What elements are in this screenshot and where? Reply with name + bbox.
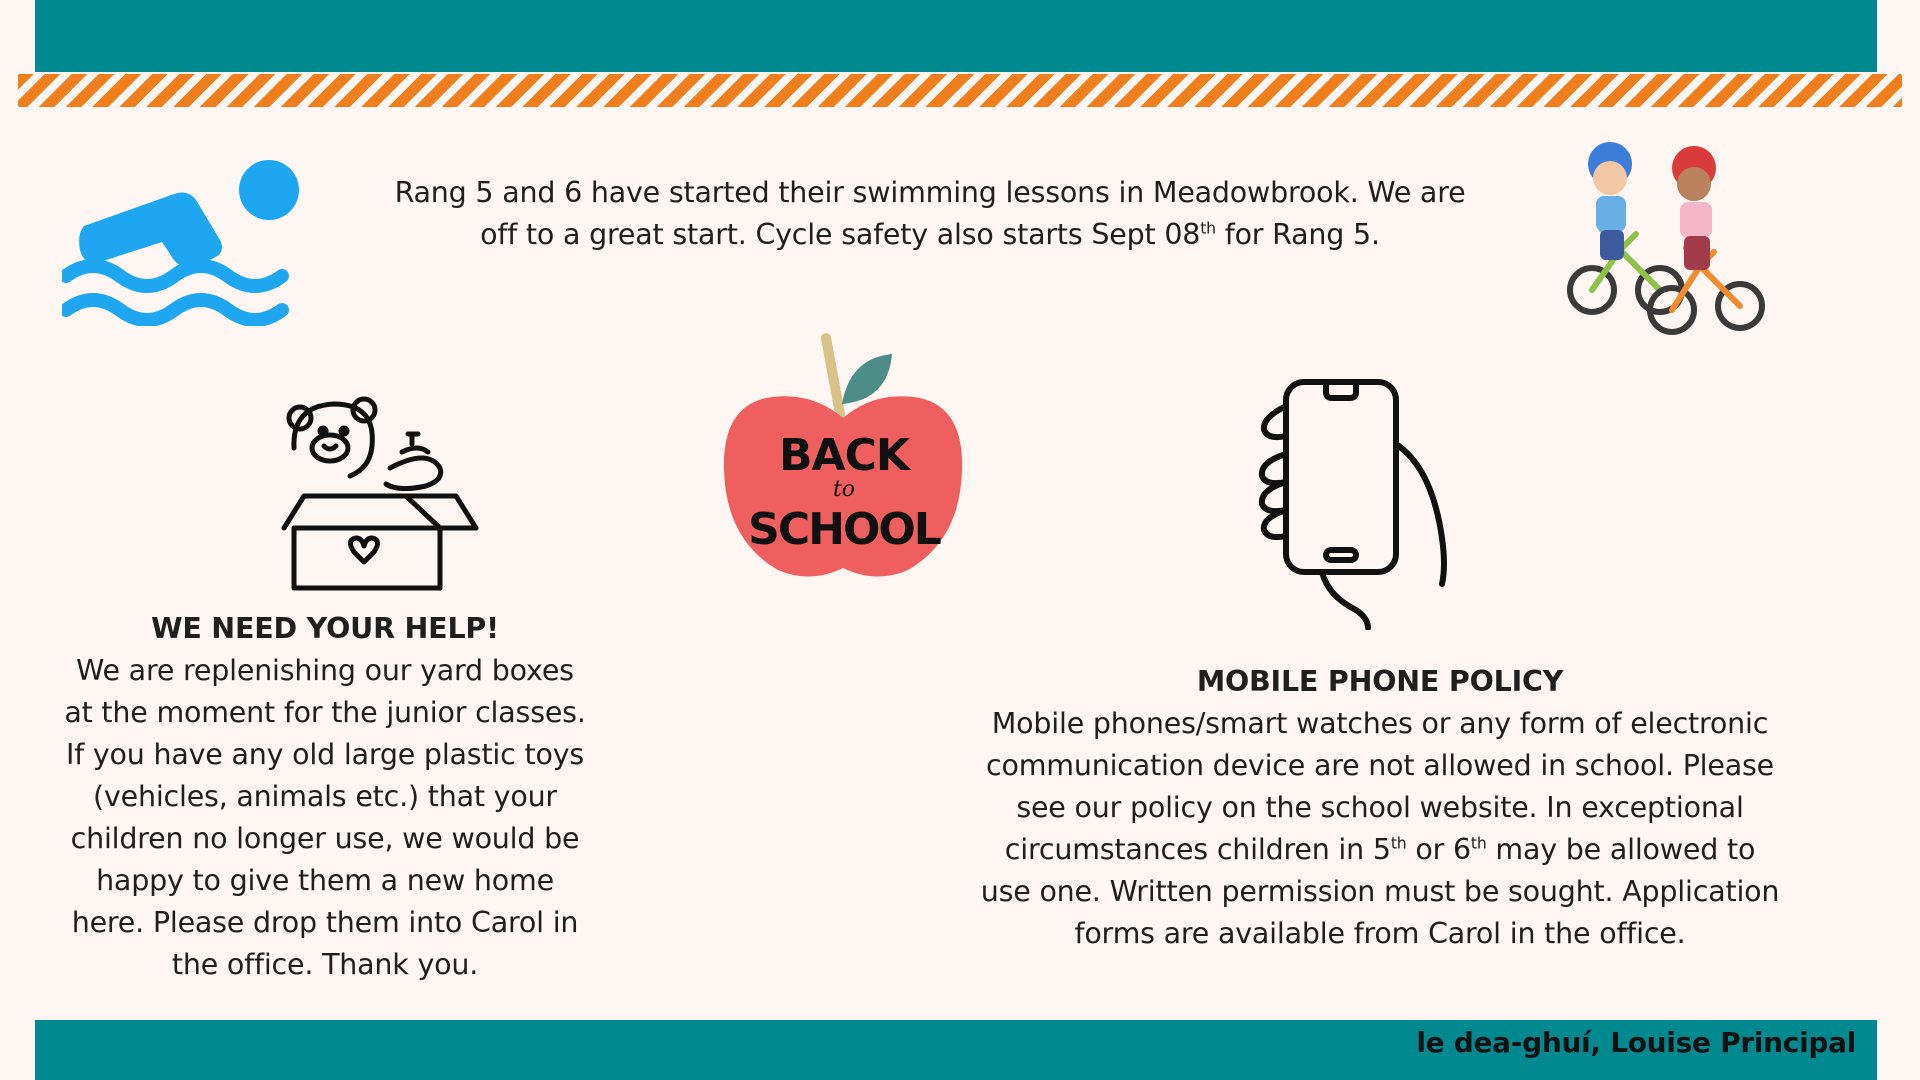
swimming-announcement xyxy=(330,172,1530,256)
ordinal-suffix: th xyxy=(1470,833,1487,853)
help-line: here. Please drop them into Carol in xyxy=(71,906,579,939)
phone-policy-line xyxy=(880,829,1880,871)
phone-policy-text: may be allowed to xyxy=(1486,833,1756,866)
phone-policy-heading: MOBILE PHONE POLICY xyxy=(1196,665,1564,698)
swimming-line-2 xyxy=(330,214,1530,256)
apple-school-text: SCHOOL xyxy=(748,504,940,555)
help-line: We are replenishing our yard boxes xyxy=(76,654,574,687)
swimmer-icon xyxy=(62,158,302,326)
phone-policy-section xyxy=(880,661,1880,955)
swimming-line-2-text: off to a great start. Cycle safety also starts Sept 08 xyxy=(480,218,1201,251)
phone-policy-line: communication device are not allowed in school. Please xyxy=(986,749,1774,782)
top-banner xyxy=(35,0,1877,72)
apple-back-text: BACK xyxy=(779,430,909,481)
help-section xyxy=(10,608,640,986)
phone-policy-line: forms are available from Carol in the office. xyxy=(1074,917,1686,950)
help-heading: WE NEED YOUR HELP! xyxy=(151,612,499,645)
children-cycling-icon xyxy=(1562,142,1772,344)
apple-icon xyxy=(720,330,966,584)
phone-in-hand-icon xyxy=(1252,378,1448,630)
help-line: at the moment for the junior classes. xyxy=(64,696,586,729)
ordinal-suffix: th xyxy=(1200,218,1216,238)
phone-policy-line: use one. Written permission must be sought. Application xyxy=(980,875,1780,908)
swimming-line-2-end: for Rang 5. xyxy=(1215,218,1380,251)
help-line: children no longer use, we would be xyxy=(70,822,580,855)
striped-divider xyxy=(18,74,1902,107)
apple-to-text: to xyxy=(832,477,856,502)
swimming-line-1: Rang 5 and 6 have started their swimming lessons in Meadowbrook. We are xyxy=(394,176,1466,209)
ordinal-suffix: th xyxy=(1390,833,1407,853)
help-line: (vehicles, animals etc.) that your xyxy=(93,780,557,813)
phone-policy-text: or 6 xyxy=(1406,833,1471,866)
phone-policy-line: see our policy on the school website. In exceptional xyxy=(1016,791,1744,824)
toy-box-icon xyxy=(278,388,483,593)
help-line: happy to give them a new home xyxy=(96,864,554,897)
help-line: the office. Thank you. xyxy=(171,948,479,981)
phone-policy-line: Mobile phones/smart watches or any form of electronic xyxy=(991,707,1769,740)
principal-signature: le dea-ghuí, Louise Principal xyxy=(1416,1026,1856,1059)
phone-policy-text: circumstances children in 5 xyxy=(1004,833,1391,866)
help-line: If you have any old large plastic toys xyxy=(65,738,585,771)
